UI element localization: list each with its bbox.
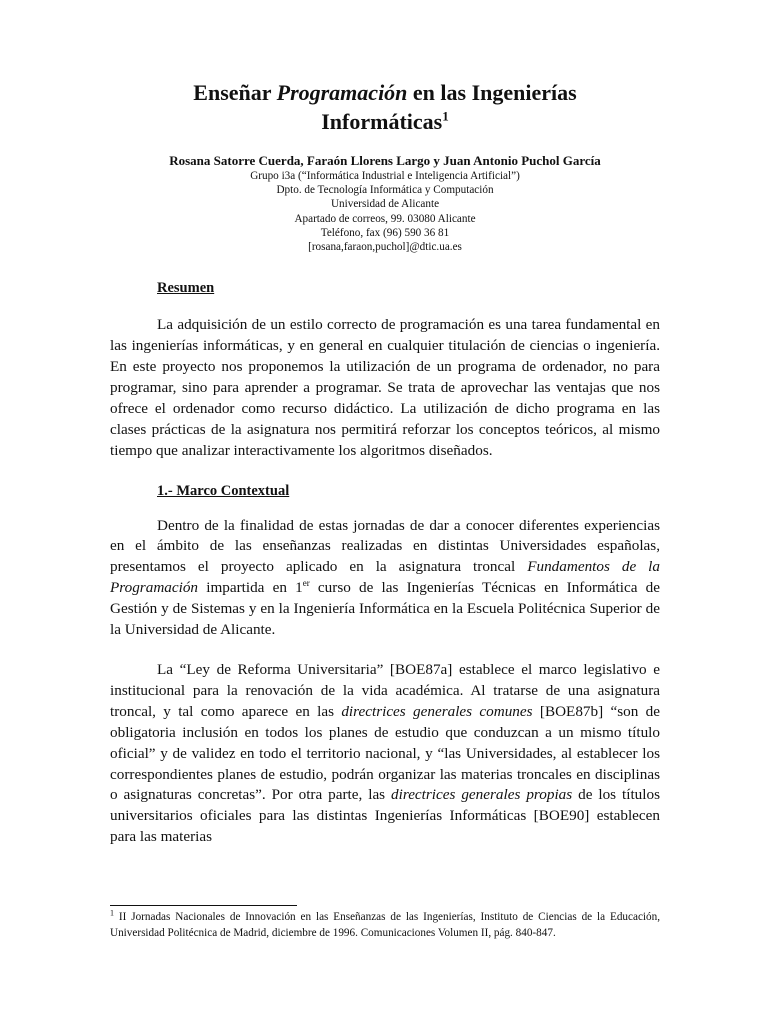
footnote xyxy=(110,910,660,941)
affiliation-line: Teléfono, fax (96) 590 36 81 xyxy=(320,226,450,239)
affiliation-email: [rosana,faraon,puchol]@dtic.ua.es xyxy=(308,241,462,254)
paragraph-text: impartida en 1 xyxy=(198,579,303,597)
italic-term: directrices generales propias xyxy=(391,786,573,804)
paragraph-text: curso de las Ingenierías Técnicas en Informática de Gestión y de Sistemas y en la Ingeniería Informática en la Escuela Politécnica Superior de la Universidad de Alicante. xyxy=(110,579,660,639)
italic-term: directrices generales comunes xyxy=(341,702,533,720)
affiliation-line: Universidad de Alicante xyxy=(330,198,440,211)
title-line-2: Informáticas xyxy=(321,109,443,134)
paragraph-text: La “Ley de Reforma Universitaria” [BOE87a] establece el marco legislativo e institucional para la renovación de la vida académica. Al tratarse de una asignatura troncal, y tal como aparece en las xyxy=(110,661,660,720)
course-name: Fundamentos de la Programación xyxy=(110,558,660,597)
authors: Rosana Satorre Cuerda, Faraón Llorens Largo y Juan Antonio Puchol García xyxy=(169,153,601,168)
abstract-paragraph: La adquisición de un estilo correcto de programación es una tarea fundamental en las ingenierías informáticas, y en general en cualquier titulación de ciencias o ingeniería. En este proyecto nos proponemos la utilización de un programa de ordenador, no para programar, sino para aprender a programar. Se trata de aprovechar las ventajas que nos ofrece el ordenador como recurso didáctico. La utilización de dicho programa en las clases prácticas de la asignatura nos permitirá reforzar los conceptos teóricos, al mismo tiempo que analizar interactivamente los algoritmos diseñados. xyxy=(110,316,660,459)
paragraph-text: [BOE87b] “son de obligatoria inclusión en todos los planes de estudio que conduzcan a un mismo título oficial” y de validez en todo el territorio nacional, y “las Universidades, al establecer los correspondientes planes de estudio, podrán organizar las materias troncales en disciplinas o asignaturas concretas”. Por otra parte, las xyxy=(110,702,660,804)
affiliation-line: Apartado de correos, 99. 03080 Alicante xyxy=(294,212,476,225)
footnote-text: II Jornadas Nacionales de Innovación en las Enseñanzas de las Ingenierías, Instituto de Ciencias de la Educación, Universidad Politécnica de Madrid, diciembre de 1996. Comunicaciones Volumen II, pág. 840-847. xyxy=(110,911,660,939)
section-paragraph-1 xyxy=(110,516,660,641)
title-footnote-marker: 1 xyxy=(442,108,449,124)
affiliation-line: Grupo i3a (“Informática Industrial e Inteligencia Artificial”) xyxy=(250,170,520,182)
title-text-2: en las Ingenierías xyxy=(407,80,577,105)
section-heading: 1.- Marco Contextual xyxy=(157,482,290,499)
paragraph-text: Dentro de la finalidad de estas jornadas de dar a conocer diferentes experiencias en el ámbito de las enseñanzas realizadas en distintas Universidades españolas, presentamos el proyecto aplicado en la asignatura troncal xyxy=(110,516,660,576)
affiliation-line: Dpto. de Tecnología Informática y Computación xyxy=(276,184,494,197)
footnote-marker: 1 xyxy=(110,908,114,918)
title-italic: Programación xyxy=(276,80,408,105)
ordinal-superscript: er xyxy=(302,578,310,589)
affiliation xyxy=(110,169,660,254)
abstract-heading: Resumen xyxy=(157,280,215,297)
paper-title xyxy=(110,78,660,136)
page-body xyxy=(110,78,660,848)
title-text: Enseñar xyxy=(193,80,277,105)
paragraph-text: de los títulos universitarios oficiales para las distintas Ingenierías Informáticas [BOE90] establecen para las materias xyxy=(110,786,660,846)
section-paragraph-2 xyxy=(110,660,660,848)
footnote-divider xyxy=(110,905,297,906)
